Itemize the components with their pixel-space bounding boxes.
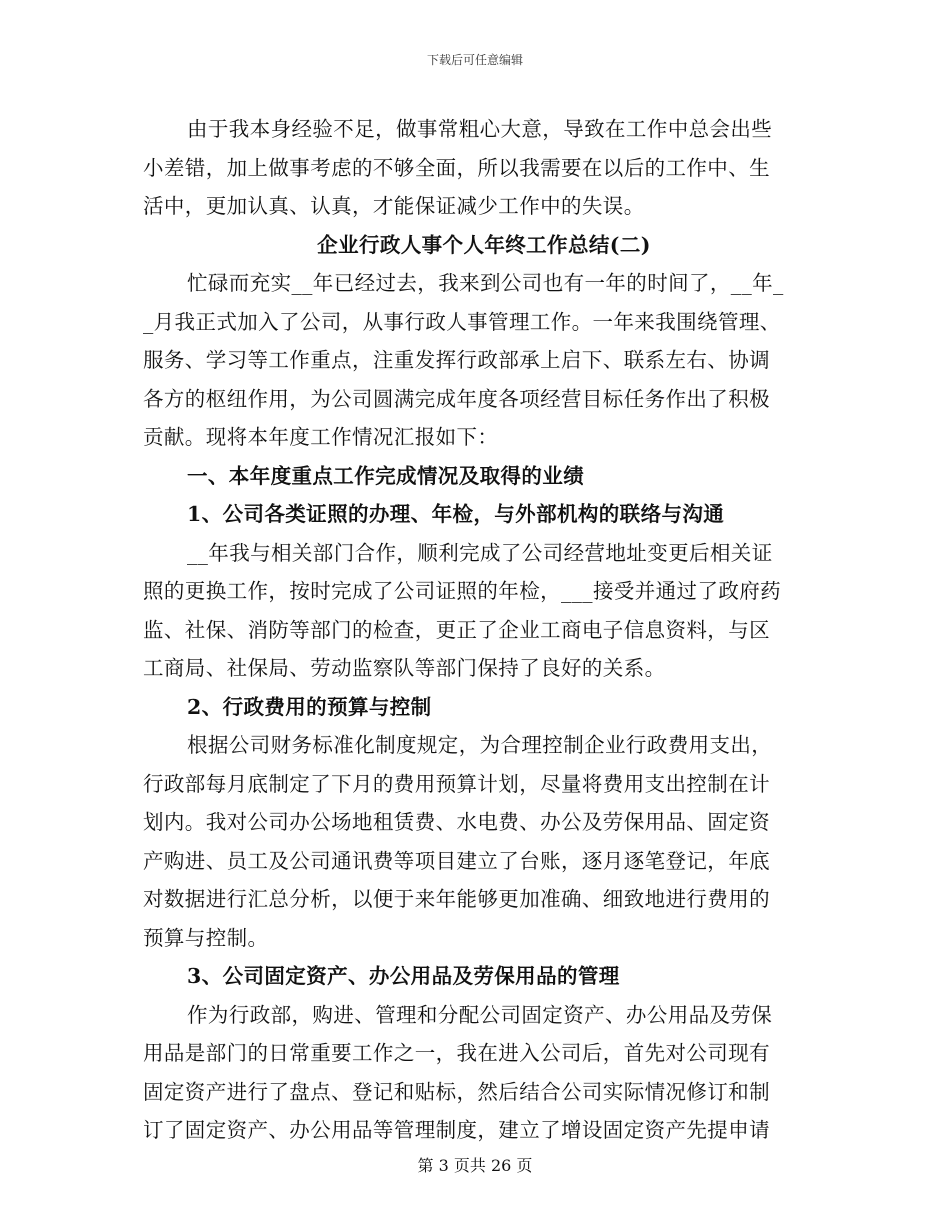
paragraph-line: 贡献。现将本年度工作情况汇报如下： — [143, 425, 499, 449]
section-title: 企业行政人事个人年终工作总结(二) — [317, 232, 651, 257]
paragraph-line: __年我与相关部门合作，顺利完成了公司经营地址变更后相关证 — [187, 540, 773, 565]
paragraph-line: 根据公司财务标准化制度规定，为合理控制企业行政费用支出， — [187, 733, 773, 757]
paragraph-line: 作为行政部，购进、管理和分配公司固定资产、办公用品及劳保 — [187, 1002, 773, 1027]
subheading-3: 3、公司固定资产、办公用品及劳保用品的管理 — [187, 964, 620, 988]
paragraph-line: 照的更换工作，按时完成了公司证照的年检，___接受并通过了政府药 — [143, 579, 782, 603]
paragraph-line: 固定资产进行了盘点、登记和贴标，然后结合公司实际情况修订和制 — [143, 1079, 770, 1104]
subheading-1: 1、公司各类证照的办理、年检，与外部机构的联络与沟通 — [187, 502, 725, 526]
paragraph-line: 服务、学习等工作重点，注重发挥行政部承上启下、联系左右、协调 — [143, 348, 770, 372]
paragraph-line: 小差错，加上做事考虑的不够全面，所以我需要在以后的工作中、生 — [143, 155, 770, 180]
paragraph-line: 用品是部门的日常重要工作之一，我在进入公司后，首先对公司现有 — [143, 1041, 770, 1065]
paragraph-line: 划内。我对公司办公场地租赁费、水电费、办公及劳保用品、固定资 — [143, 810, 770, 834]
paragraph-line: 对数据进行汇总分析，以便于来年能够更加准确、细致地进行费用的 — [143, 887, 770, 911]
paragraph-line: 订了固定资产、办公用品等管理制度，建立了增设固定资产先提申请 — [143, 1118, 770, 1142]
page-number: 第 3 页共 26 页 — [417, 1156, 533, 1175]
paragraph-line: 产购进、员工及公司通讯费等项目建立了台账，逐月逐笔登记，年底 — [143, 848, 770, 873]
paragraph-line: 活中，更加认真、认真，才能保证减少工作中的失误。 — [143, 194, 645, 218]
heading-1: 一、本年度重点工作完成情况及取得的业绩 — [187, 463, 585, 488]
paragraph-line: 忙碌而充实__年已经过去，我来到公司也有一年的时间了，__年_ — [187, 271, 784, 295]
paragraph-line: 监、社保、消防等部门的检查，更正了企业工商电子信息资料，与区 — [143, 617, 770, 642]
paragraph-line: 由于我本身经验不足，做事常粗心大意，导致在工作中总会出些 — [187, 117, 773, 141]
paragraph-line: 预算与控制。 — [143, 925, 269, 950]
paragraph-line: 各方的枢纽作用，为公司圆满完成年度各项经营目标任务作出了积极 — [143, 386, 770, 411]
paragraph-line: 行政部每月底制定了下月的费用预算计划，尽量将费用支出控制在计 — [143, 771, 770, 796]
paragraph-line: _月我正式加入了公司，从事行政人事管理工作。一年来我围绕管理、 — [143, 309, 781, 334]
subheading-2: 2、行政费用的预算与控制 — [187, 694, 432, 719]
page-header: 下载后可任意编辑 — [426, 53, 523, 67]
document-body — [143, 110, 803, 1150]
paragraph-line: 工商局、社保局、劳动监察队等部门保持了良好的关系。 — [143, 656, 666, 680]
